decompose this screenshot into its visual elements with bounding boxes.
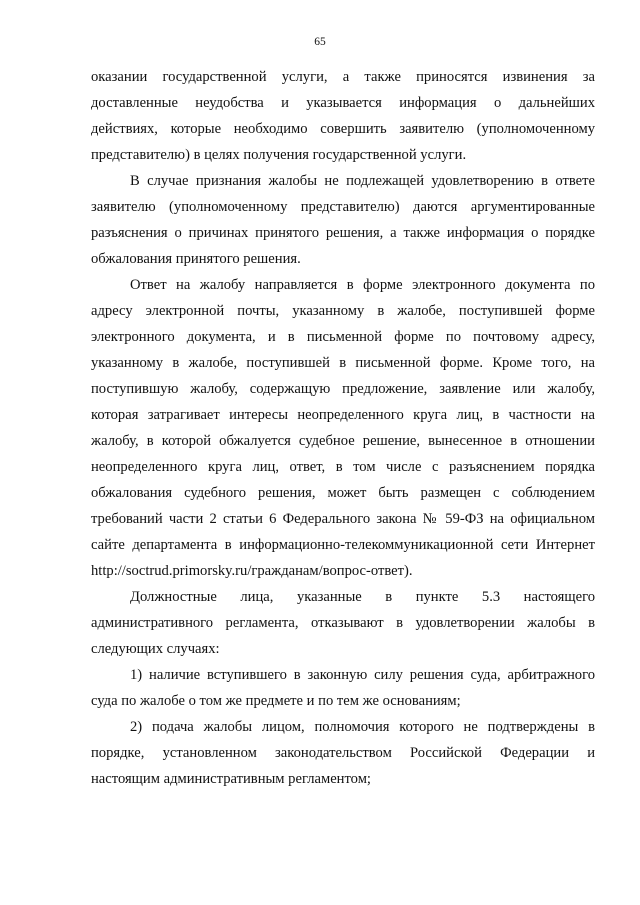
text-line: настоящим административным регламентом; — [91, 771, 371, 787]
paragraph — [91, 714, 595, 792]
paragraph — [91, 662, 595, 714]
text-line: Должностные лица, указанные в пункте 5.3 настоящего — [130, 589, 595, 605]
document-body — [91, 64, 595, 792]
text-line: http://soctrud.primorsky.ru/гражданам/вопрос-ответ). — [91, 563, 413, 579]
text-line: адресу электронной почты, указанному в жалобе, поступившей форме — [91, 303, 595, 319]
text-line: жалобу, в которой обжалуется судебное решение, вынесенное в отношении — [91, 433, 595, 449]
text-line: требований части 2 статьи 6 Федерального закона № 59-ФЗ на официальном — [91, 511, 595, 527]
text-line: порядке, установленном законодательством Российской Федерации и — [91, 745, 595, 761]
text-line: поступившую жалобу, содержащую предложение, заявление или жалобу, — [91, 381, 595, 397]
text-line: заявителю (уполномоченному представителю) даются аргументированные — [91, 199, 595, 215]
text-line: административного регламента, отказывают в удовлетворении жалобы в — [91, 615, 595, 631]
text-line: обжалования принятого решения. — [91, 251, 301, 267]
paragraph — [91, 584, 595, 662]
text-line: указанному в жалобе, поступившей в письменной форме. Кроме того, на — [91, 355, 595, 371]
text-line: представителю) в целях получения государственной услуги. — [91, 147, 467, 163]
page-number: 65 — [314, 36, 326, 48]
text-line: неопределенного круга лиц, ответ, в том числе с разъяснением порядка — [91, 459, 595, 475]
text-line: обжалования судебного решения, может быть размещен с соблюдением — [91, 485, 595, 501]
text-line: действиях, которые необходимо совершить заявителю (уполномоченному — [91, 121, 595, 137]
text-line: сайте департамента в информационно-телекоммуникационной сети Интернет — [91, 537, 595, 553]
text-line: оказании государственной услуги, а также приносятся извинения за — [91, 69, 595, 85]
text-line: электронного документа, и в письменной форме по почтовому адресу, — [91, 329, 595, 345]
text-line: Ответ на жалобу направляется в форме электронного документа по — [130, 277, 595, 293]
text-line: 1) наличие вступившего в законную силу решения суда, арбитражного — [130, 667, 595, 683]
paragraph — [91, 168, 595, 272]
text-line: В случае признания жалобы не подлежащей удовлетворению в ответе — [130, 173, 595, 189]
text-line: доставленные неудобства и указывается информация о дальнейших — [91, 95, 595, 111]
paragraph — [91, 272, 595, 584]
paragraph — [91, 64, 595, 168]
text-line: которая затрагивает интересы неопределенного круга лиц, в частности на — [91, 407, 595, 423]
text-line: следующих случаях: — [91, 641, 220, 657]
text-line: разъяснения о причинах принятого решения, а также информация о порядке — [91, 225, 595, 241]
text-line: 2) подача жалобы лицом, полномочия которого не подтверждены в — [130, 719, 595, 735]
text-line: суда по жалобе о том же предмете и по тем же основаниям; — [91, 693, 461, 709]
